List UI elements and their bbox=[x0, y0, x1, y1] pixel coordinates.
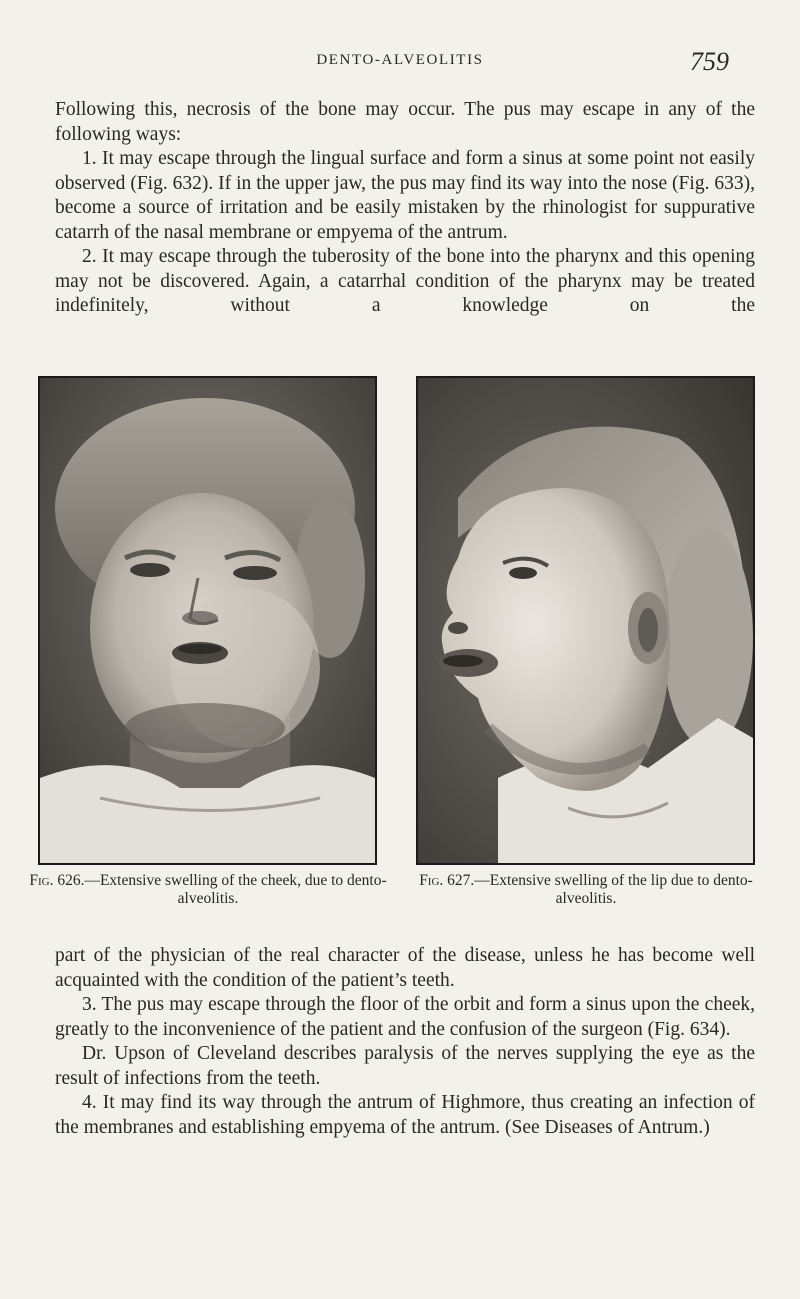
figure-627-caption bbox=[396, 872, 776, 908]
frontal-face-photo-image bbox=[40, 378, 375, 863]
caption-text: —Extensive swelling of the cheek, due to dento-alveolitis. bbox=[84, 872, 387, 907]
profile-face-photo-image bbox=[418, 378, 753, 863]
paragraph: 1. It may escape through the lingual surface and form a sinus at some point not easily observed (Fig. 632). If in the upper jaw, the pus may find its way into the nose (Fig. 633), become a source of irritation and be easily mistaken by the rhinologist for suppurative catarrh of the nasal membrane or empyema of the antrum. bbox=[55, 148, 755, 243]
body-text-bottom bbox=[55, 944, 755, 1140]
paragraph: Following this, necrosis of the bone may occur. The pus may escape in any of the following ways: bbox=[55, 99, 755, 145]
figure-627-photograph bbox=[416, 376, 755, 865]
figure-label: Fig. 626. bbox=[29, 872, 85, 889]
paragraph: 3. The pus may escape through the floor of the orbit and form a sinus upon the cheek, greatly to the inconvenience of the patient and the confusion of the surgeon (Fig. 634). bbox=[55, 994, 755, 1040]
page-number: 759 bbox=[690, 47, 729, 76]
figure-label: Fig. 627. bbox=[419, 872, 475, 889]
body-text-top bbox=[55, 98, 755, 319]
paragraph: part of the physician of the real character of the disease, unless he has become well acquainted with the condition of the patient’s teeth. bbox=[55, 945, 755, 991]
paragraph: 4. It may find its way through the antrum of Highmore, thus creating an infection of the membranes and establishing empyema of the antrum. (See Diseases of Antrum.) bbox=[55, 1092, 755, 1138]
paragraph: 2. It may escape through the tuberosity of the bone into the pharynx and this opening may not be discovered. Again, a catarrhal condition of the pharynx may be treated indefinitely, without a knowledge on the bbox=[55, 246, 755, 316]
running-header-title: DENTO-ALVEOLITIS bbox=[316, 52, 484, 68]
figure-626-photograph bbox=[38, 376, 377, 865]
paragraph: Dr. Upson of Cleveland describes paralysis of the nerves supplying the eye as the result of infections from the teeth. bbox=[55, 1043, 755, 1089]
figure-626-caption bbox=[28, 872, 388, 908]
caption-text: —Extensive swelling of the lip due to dento-alveolitis. bbox=[474, 872, 753, 907]
